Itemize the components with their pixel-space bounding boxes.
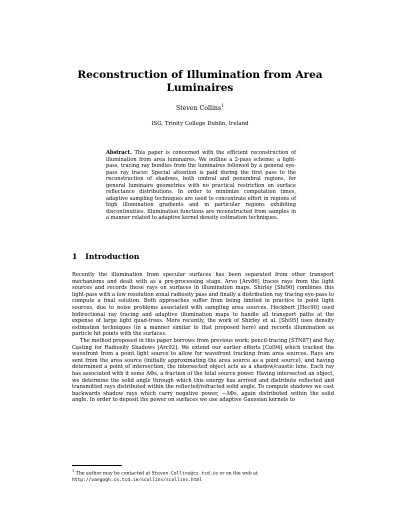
abstract-text: This paper is concerned with the efficient reconstruction of illumination from area luminaires. We outline a 2-pass scheme; a light-pass, tracing ray bundles from the luminaires followed by a general eye-pass ray tracer. Special attention is paid during the first pass to the reconstruction of shadows, both umbral and penumbral regions, for general luminaire geometries with no practical restriction on surface reflectance distributions. In order to minimize computation times, adaptive sampling techniques are used to concentrate effort in regions of high illumination gradients and in particular regions exhibiting discontinuities. Illumination functions are reconstructed from samples in a manner related to adaptive kernel density estimation techniques. xyxy=(106,150,296,222)
footnote-email-link[interactable]: Steven.Collins@cs.tcd.ie xyxy=(151,471,219,477)
author-line xyxy=(0,103,400,113)
paper-title: Reconstruction of Illumination from Area Luminaires xyxy=(77,69,323,94)
footnote-url-link[interactable]: http://vangogh.cs.tcd.ie/scollins/scollins.html xyxy=(72,477,202,483)
footnote-text: The author may be contacted at xyxy=(75,471,152,477)
section-title: Introduction xyxy=(85,252,140,261)
footnote xyxy=(72,468,334,484)
author-footnote-mark: 1 xyxy=(221,104,224,109)
footnote-mark: 1 xyxy=(72,469,75,473)
body-paragraph: The method proposed in this paper borrows from previous work; pencil-tracing [STN87] and Ray Casting for Radiosity Shadows [Arc92]. We extend our earlier efforts [Col94] which tracked the wavefront from a point light source to allow for wavefront tracking from area sources. Rays are sent from the area source (initially approximating the area source as a point source), and having determined a point of intersection, the intersected object acts as a shadow/caustic lens. Each ray has associated with it some ΔΦs, a fraction of the total source power. Having intersected an object, we determine the solid angle through which this energy has arrived and distribute reflected and transmitted rays distributed within the reflected/refracted solid angle. To compute shadows we cast backwards shadow rays which carry negative power, −ΔΦs, again distributed within the solid angle. In order to deposit the power on surfaces we use adaptive Gaussian kernels to xyxy=(72,337,334,404)
abstract-label: Abstract. xyxy=(106,150,132,156)
body-paragraph: Recently the illumination from specular surfaces has been separated from other transport mechanisms and dealt with as a pre-processing stage. Arvo [Arv86] traces rays from the light sources and records these rays on surfaces in illumination maps. Shirley [Shi90] combines this light-pass with a low resolution zonal radiosity pass and finally a distribution ray tracing eye-pass to compute a final solution. Both approaches suffer from being limited in practice to point light sources, due to noise problems associated with sampling area sources. Heckbert [Hec90] used bidirectional ray tracing and adaptive illumination maps to handle all transport paths at the expense of large light quad-trees. More recently, the work of Shirley et al. [Shi95] uses density estimation techniques (in a manner similar to that proposed here) and records illumination as particle hit points with the surfaces. xyxy=(72,272,334,338)
section-number: 1 xyxy=(72,252,78,261)
author-name: Steven Collins xyxy=(176,105,222,113)
section-heading xyxy=(72,252,332,261)
footnote-divider xyxy=(72,465,122,466)
affiliation: ISG, Trinity College Dublin, Ireland xyxy=(151,121,249,127)
abstract xyxy=(106,150,296,222)
footnote-text-cont: or on the web at xyxy=(218,471,258,477)
body-text xyxy=(72,272,334,404)
